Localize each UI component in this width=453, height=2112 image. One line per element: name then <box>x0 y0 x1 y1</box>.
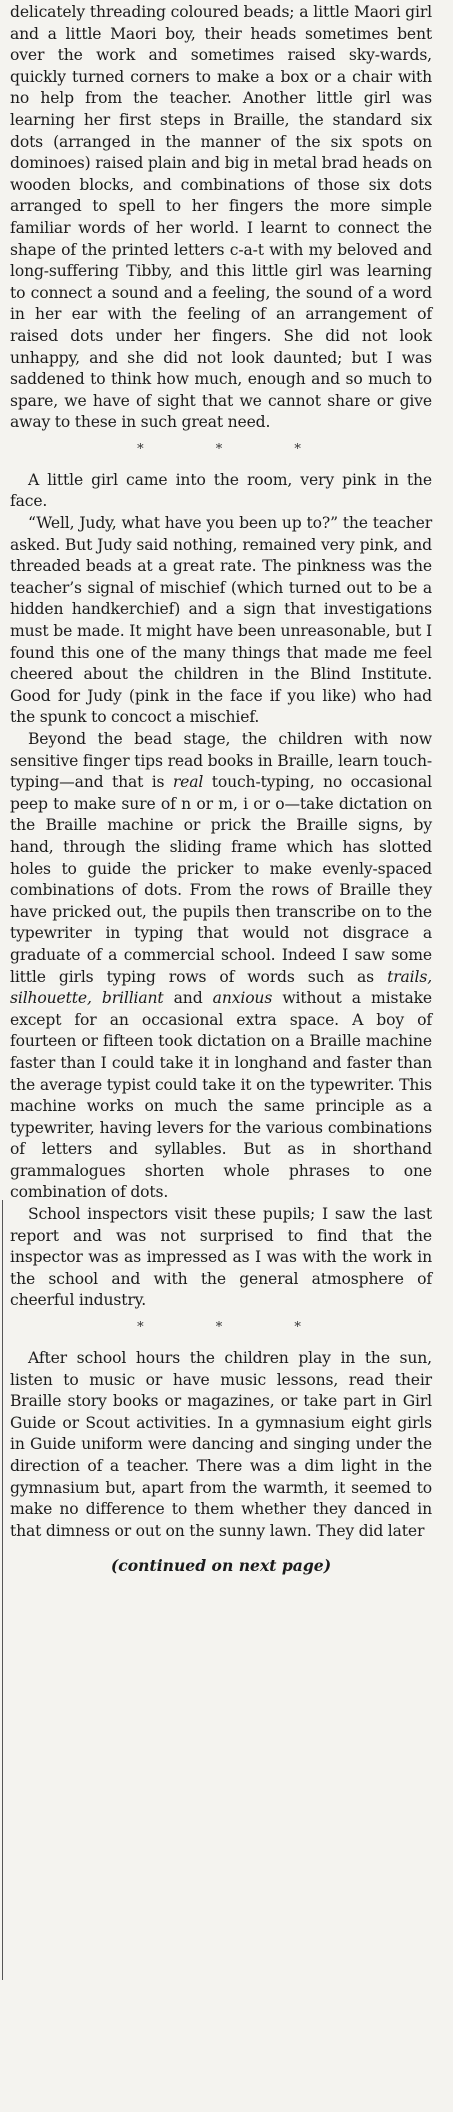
paragraph-4-text-d: without a mistake except for an occasional extra space. A boy of fourteen or fifteen took dictation on a Braille machine faster than I could take it in longhand and faster than the average typist could take it on the typewriter. This machine works on much the same principle as a typewriter, having levers for the various combinations of letters and syllables. But as in shorthand grammalogues shorten whole phrases to one combination of dots. <box>10 989 432 1202</box>
continued-footer: (continued on next page) <box>110 1556 332 1576</box>
paragraph-2: A little girl came into the room, very pink in the face. <box>10 470 432 511</box>
emphasis-anxious: anxious <box>212 989 273 1008</box>
column-rule <box>2 1200 3 1980</box>
section-separator-2: * * * <box>137 1320 335 1336</box>
emphasis-real: real <box>172 773 204 792</box>
section-separator-1: * * * <box>137 441 335 457</box>
paragraph-1: delicately threading coloured beads; a little Maori girl and a little Maori boy, their heads sometimes bent over the work and sometimes raised sky-wards, quickly turned corners to make a box or a chair with no help from the teacher. Another little girl was learning her first steps in Braille, the standard six dots (arranged in the manner of the six spots on dominoes) raised plain and big in metal brad heads on wooden blocks, and combinations of those six dots arranged to spell to her fingers the more simple familiar words of her world. I learnt to connect the shape of the printed letters c-a-t with my beloved and long-suffering Tibby, and this little girl was learning to connect a sound and a feeling, the sound of a word in her ear with the feeling of an arrangement of raised dots under her fingers. She did not look unhappy, and she did not look daunted; but I was saddened to think how much, enough and so much to spare, we have of sight that we cannot share or give away to these in such great need. <box>10 3 432 432</box>
paragraph-5: School inspectors visit these pupils; I saw the last report and was not surprised to find that the inspector was as impressed as I was with the work in the school and with the general atmosphere of cheerful industry. <box>10 1205 432 1310</box>
paragraph-4-text-a: Beyond the bead stage, the children with now sensitive finger tips read books in Braille, learn touch-typing—and that is <box>10 730 432 792</box>
paragraph-6: After school hours the children play in the sun, listen to music or have music lessons, read their Braille story books or magazines, or take part in Girl Guide or Scout activities. In a gymnasium eight girls in Guide uniform were dancing and singing under the direction of a teacher. There was a dim light in the gymnasium but, apart from the warmth, it seemed to make no difference to them whether they danced in that dimness or out on the sunny lawn. They did later <box>10 1349 432 1540</box>
article-column <box>10 2 432 1575</box>
paragraph-3: “Well, Judy, what have you been up to?” the teacher asked. But Judy said nothing, remained very pink, and threaded beads at a great rate. The pinkness was the teacher’s signal of mischief (which turned out to be a hidden handkerchief) and a sign that investigations must be made. It might have been unreasonable, but I found this one of the many things that made me feel cheered about the children in the Blind Institute. Good for Judy (pink in the face if you like) who had the spunk to concoct a mischief. <box>10 514 432 727</box>
paragraph-4 <box>10 729 432 1204</box>
emphasis-word-list: trails, silhouette, brilliant <box>10 967 432 1008</box>
paragraph-4-text-c: and <box>163 989 213 1008</box>
paragraph-4-text-b: touch-typing, no occasional peep to make sure of n or m, i or o—take dictation on the Braille machine or prick the Braille signs, by hand, through the sliding frame which has slotted holes to guide the pricker to make evenly-spaced combinations of dots. From the rows of Braille they have pricked out, the pupils then transcribe on to the typewriter in typing that would not disgrace a graduate of a commercial school. Indeed I saw some little girls typing rows of words such as <box>10 773 432 986</box>
